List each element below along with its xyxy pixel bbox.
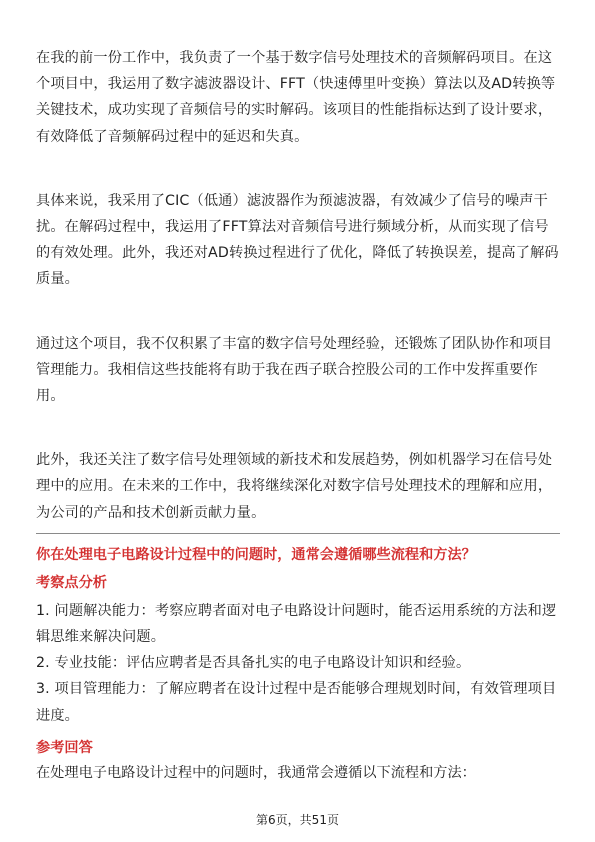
body-paragraph-3: 通过这个项目，我不仅积累了丰富的数字信号处理经验，还锻炼了团队协作和项目管理能力。我相信这些技能将有助于我在西子联合控股公司的工作中发挥重要作用。 — [36, 335, 553, 405]
body-paragraph-4: 此外，我还关注了数字信号处理领域的新技术和发展趋势，例如机器学习在信号处理中的应用。在未来的工作中，我将继续深化对数字信号处理技术的理解和应用，为公司的产品和技术创新贡献力量。 — [36, 452, 553, 521]
analysis-item-3: 3. 项目管理能力：了解应聘者在设计过程中是否能够合理规划时间，有效管理项目进度。 — [36, 681, 557, 724]
paragraph-spacer — [36, 150, 560, 188]
interview-question: 你在处理电子电路设计过程中的问题时，通常会遵循哪些流程和方法？ — [36, 546, 476, 563]
analysis-item-2: 2. 专业技能：评估应聘者是否具备扎实的电子电路设计知识和经验。 — [36, 655, 471, 672]
page-number: 第6页，共51页 — [256, 813, 339, 827]
section-divider — [36, 533, 560, 534]
document-page — [36, 45, 560, 783]
paragraph-spacer — [36, 293, 560, 331]
analysis-list — [36, 598, 560, 729]
body-paragraph-2: 具体来说，我采用了CIC（低通）滤波器作为预滤波器，有效减少了信号的噪声干扰。在解码过程中，我运用了FFT算法对音频信号进行频域分析，从而实现了信号的有效处理。此外，我还对AD转换过程进行了优化，降低了转换误差，提高了解码质量。 — [36, 192, 559, 288]
answer-intro: 在处理电子电路设计过程中的问题时，我通常会遵循以下流程和方法： — [36, 764, 476, 781]
answer-heading: 参考回答 — [36, 739, 93, 756]
paragraph-spacer — [36, 409, 560, 447]
analysis-item-1: 1. 问题解决能力：考察应聘者面对电子电路设计问题时，能否运用系统的方法和逻辑思维来解决问题。 — [36, 602, 557, 646]
paragraph-spacer — [36, 526, 560, 533]
analysis-heading: 考察点分析 — [36, 574, 107, 591]
body-paragraph-1: 在我的前一份工作中，我负责了一个基于数字信号处理技术的音频解码项目。在这个项目中，我运用了数字滤波器设计、FFT（快速傅里叶变换）算法以及AD转换等关键技术，成功实现了音频信号的实时解码。该项目的性能指标达到了设计要求，有效降低了音频解码过程中的延迟和失真。 — [36, 50, 556, 145]
